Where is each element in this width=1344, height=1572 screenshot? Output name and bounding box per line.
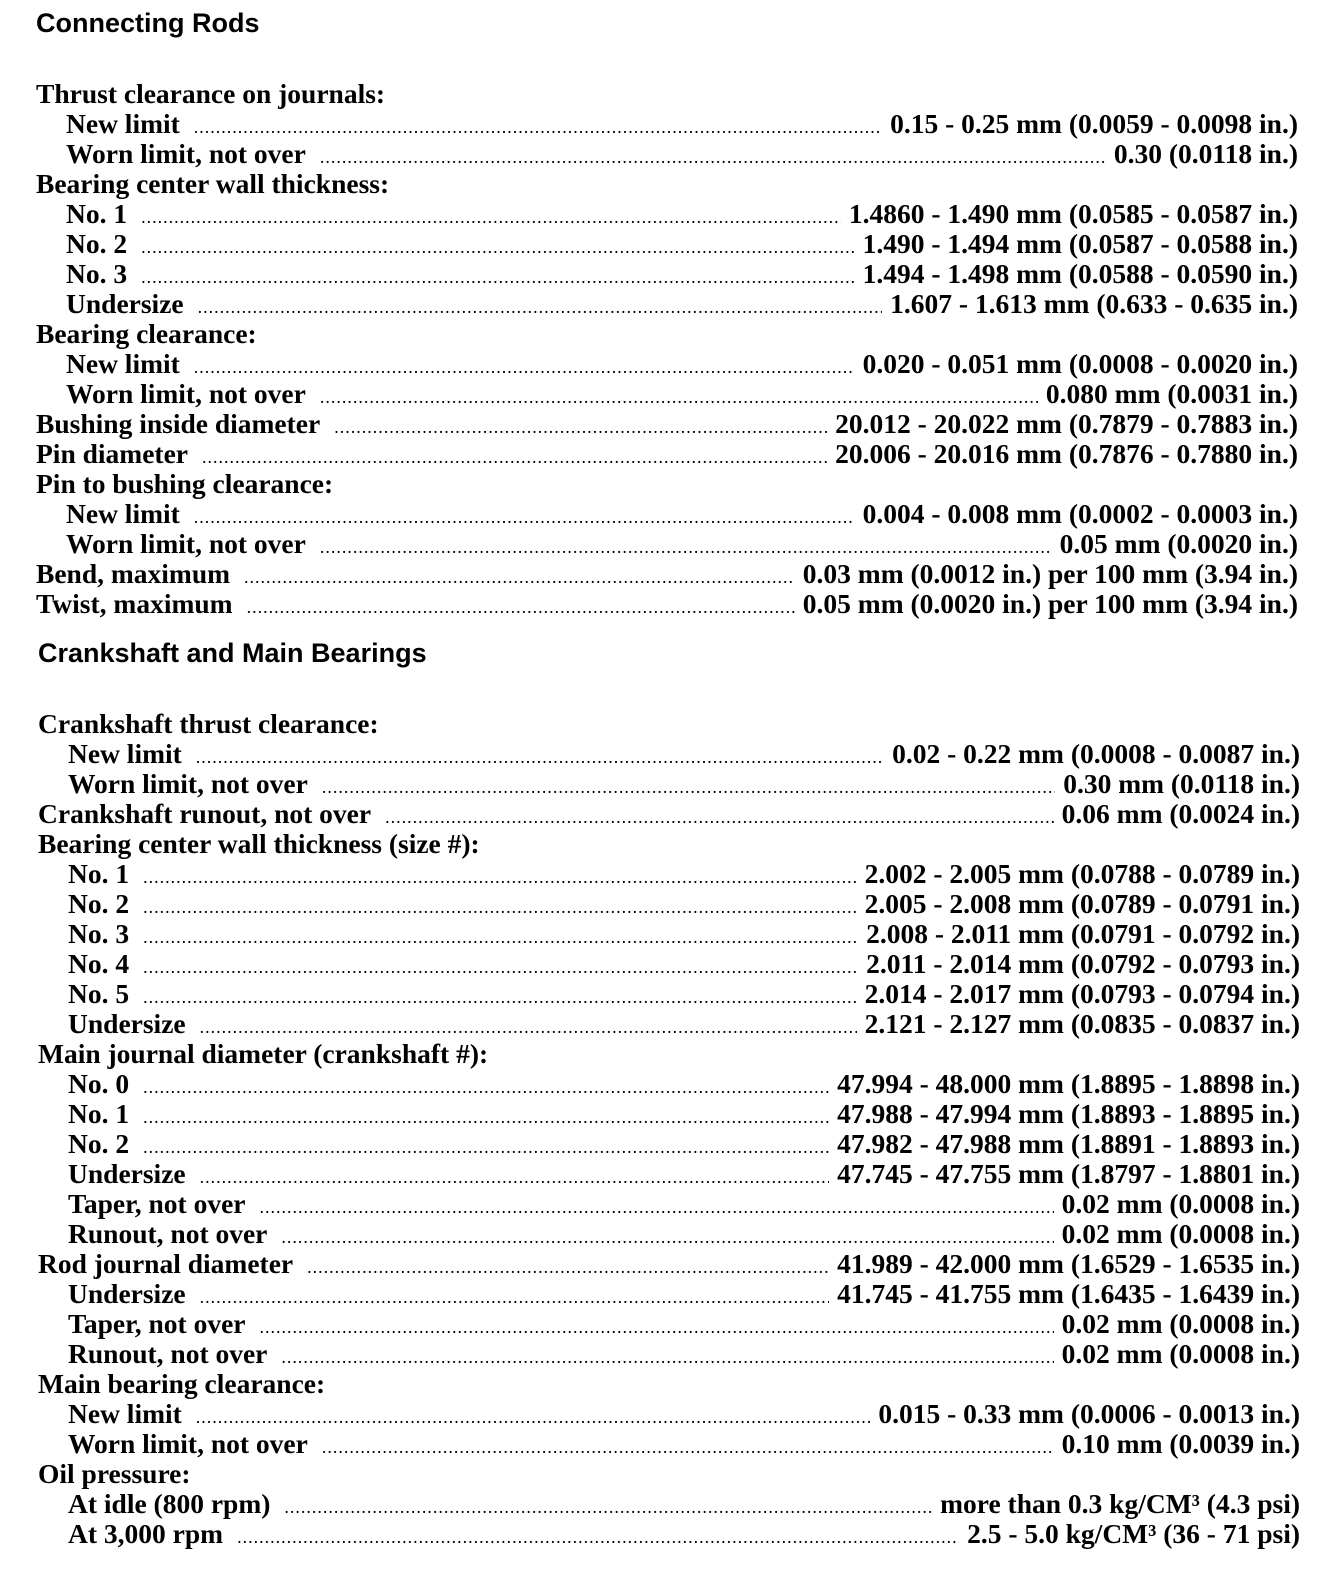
spec-row bbox=[38, 1219, 1300, 1249]
spec-row bbox=[38, 1519, 1300, 1549]
spec-row bbox=[38, 979, 1300, 1009]
spec-group-heading bbox=[38, 1369, 1300, 1399]
dot-leader bbox=[281, 1222, 1053, 1249]
spec-row bbox=[38, 1339, 1300, 1369]
spec-row bbox=[38, 769, 1300, 799]
spec-label: Worn limit, not over bbox=[68, 769, 308, 799]
spec-row bbox=[38, 1279, 1300, 1309]
spec-row bbox=[38, 739, 1300, 769]
spec-group-heading bbox=[38, 1039, 1300, 1069]
spec-value: 0.02 mm (0.0008 in.) bbox=[1061, 1339, 1300, 1369]
dot-leader bbox=[194, 112, 882, 139]
section-title: Connecting Rods bbox=[36, 8, 260, 38]
spec-group-heading bbox=[36, 169, 1298, 199]
dot-leader bbox=[307, 1252, 829, 1279]
dot-leader bbox=[194, 502, 855, 529]
spec-value: 0.03 mm (0.0012 in.) per 100 mm (3.94 in.) bbox=[802, 559, 1298, 589]
spec-row bbox=[36, 529, 1298, 559]
spec-row bbox=[36, 229, 1298, 259]
spec-label: No. 4 bbox=[68, 949, 130, 979]
spec-value: 0.015 - 0.33 mm (0.0006 - 0.0013 in.) bbox=[878, 1399, 1300, 1429]
dot-leader bbox=[385, 802, 1054, 829]
dot-leader bbox=[143, 1102, 829, 1129]
spec-row bbox=[38, 919, 1300, 949]
spec-row bbox=[36, 289, 1298, 319]
spec-label: Undersize bbox=[68, 1009, 186, 1039]
spec-group-heading bbox=[38, 1459, 1300, 1489]
dot-leader bbox=[284, 1492, 932, 1519]
spec-value: 2.014 - 2.017 mm (0.0793 - 0.0794 in.) bbox=[864, 979, 1300, 1009]
spec-row bbox=[38, 1009, 1300, 1039]
dot-leader bbox=[143, 982, 856, 1009]
dot-leader bbox=[143, 1072, 829, 1099]
spec-value: 1.490 - 1.494 mm (0.0587 - 0.0588 in.) bbox=[862, 229, 1298, 259]
dot-leader bbox=[141, 262, 854, 289]
spec-row bbox=[36, 559, 1298, 589]
dot-leader bbox=[196, 1402, 871, 1429]
dot-leader bbox=[143, 922, 858, 949]
dot-leader bbox=[334, 412, 827, 439]
spec-value: 0.02 mm (0.0008 in.) bbox=[1061, 1219, 1300, 1249]
spec-value: 0.02 - 0.22 mm (0.0008 - 0.0087 in.) bbox=[892, 739, 1300, 769]
spec-group-heading bbox=[38, 709, 1300, 739]
spec-row bbox=[38, 1189, 1300, 1219]
spec-row bbox=[36, 589, 1298, 619]
spec-label: Runout, not over bbox=[68, 1219, 268, 1249]
dot-leader bbox=[320, 532, 1052, 559]
section-connecting-rods bbox=[36, 8, 1298, 619]
spec-value: 0.05 mm (0.0020 in.) bbox=[1059, 529, 1298, 559]
dot-leader bbox=[322, 772, 1055, 799]
dot-leader bbox=[202, 442, 827, 469]
spec-value: 1.4860 - 1.490 mm (0.0585 - 0.0587 in.) bbox=[848, 199, 1298, 229]
spec-label: Crankshaft runout, not over bbox=[38, 799, 372, 829]
spec-row bbox=[38, 949, 1300, 979]
spec-value: 0.020 - 0.051 mm (0.0008 - 0.0020 in.) bbox=[862, 349, 1298, 379]
spec-label: At 3,000 rpm bbox=[68, 1519, 224, 1549]
spec-label: No. 3 bbox=[66, 259, 128, 289]
spec-label: Taper, not over bbox=[68, 1189, 246, 1219]
spec-label: Crankshaft thrust clearance: bbox=[38, 709, 379, 739]
spec-label: New limit bbox=[66, 349, 180, 379]
section-crankshaft-main-bearings bbox=[38, 638, 1300, 1549]
spec-row bbox=[36, 409, 1298, 439]
spec-row bbox=[36, 499, 1298, 529]
spec-value: 47.982 - 47.988 mm (1.8891 - 1.8893 in.) bbox=[837, 1129, 1300, 1159]
spec-label: Bend, maximum bbox=[36, 559, 231, 589]
spec-value: 0.05 mm (0.0020 in.) per 100 mm (3.94 in.) bbox=[802, 589, 1298, 619]
spec-row bbox=[38, 889, 1300, 919]
dot-leader bbox=[141, 202, 841, 229]
dot-leader bbox=[143, 892, 856, 919]
spec-value: 0.02 mm (0.0008 in.) bbox=[1061, 1189, 1300, 1219]
dot-leader bbox=[194, 352, 855, 379]
dot-leader bbox=[143, 952, 858, 979]
spec-label: No. 2 bbox=[68, 889, 130, 919]
spec-list bbox=[38, 709, 1300, 1549]
dot-leader bbox=[322, 1432, 1054, 1459]
spec-label: At idle (800 rpm) bbox=[68, 1489, 271, 1519]
dot-leader bbox=[244, 562, 795, 589]
spec-value: 20.006 - 20.016 mm (0.7876 - 0.7880 in.) bbox=[835, 439, 1298, 469]
spec-label: Oil pressure: bbox=[38, 1459, 191, 1489]
dot-leader bbox=[260, 1312, 1054, 1339]
spec-value: 0.30 (0.0118 in.) bbox=[1113, 139, 1298, 169]
dot-leader bbox=[260, 1192, 1054, 1219]
spec-label: Worn limit, not over bbox=[66, 529, 306, 559]
spec-label: No. 1 bbox=[66, 199, 128, 229]
spec-value: 2.002 - 2.005 mm (0.0788 - 0.0789 in.) bbox=[864, 859, 1300, 889]
spec-value: 2.011 - 2.014 mm (0.0792 - 0.0793 in.) bbox=[866, 949, 1300, 979]
spec-value: 0.02 mm (0.0008 in.) bbox=[1061, 1309, 1300, 1339]
spec-row bbox=[38, 1399, 1300, 1429]
section-title: Crankshaft and Main Bearings bbox=[38, 638, 427, 668]
spec-group-heading bbox=[36, 319, 1298, 349]
spec-value: 0.06 mm (0.0024 in.) bbox=[1061, 799, 1300, 829]
spec-label: Bearing center wall thickness: bbox=[36, 169, 390, 199]
spec-label: New limit bbox=[68, 1399, 182, 1429]
spec-value: 0.080 mm (0.0031 in.) bbox=[1045, 379, 1298, 409]
spec-label: Main bearing clearance: bbox=[38, 1369, 326, 1399]
spec-label: Main journal diameter (crankshaft #): bbox=[38, 1039, 489, 1069]
dot-leader bbox=[200, 1282, 829, 1309]
spec-value: 0.004 - 0.008 mm (0.0002 - 0.0003 in.) bbox=[862, 499, 1298, 529]
dot-leader bbox=[196, 742, 884, 769]
spec-value: 1.607 - 1.613 mm (0.633 - 0.635 in.) bbox=[890, 289, 1298, 319]
spec-label: No. 5 bbox=[68, 979, 130, 1009]
spec-label: Worn limit, not over bbox=[66, 139, 306, 169]
spec-value: 2.5 - 5.0 kg/CM³ (36 - 71 psi) bbox=[967, 1519, 1300, 1549]
spec-row bbox=[38, 1429, 1300, 1459]
spec-value: 2.005 - 2.008 mm (0.0789 - 0.0791 in.) bbox=[864, 889, 1300, 919]
spec-label: Pin to bushing clearance: bbox=[36, 469, 334, 499]
dot-leader bbox=[247, 592, 795, 619]
spec-value: 47.988 - 47.994 mm (1.8893 - 1.8895 in.) bbox=[837, 1099, 1300, 1129]
spec-list bbox=[36, 79, 1298, 619]
spec-label: No. 2 bbox=[66, 229, 128, 259]
spec-group-heading bbox=[36, 79, 1298, 109]
spec-row bbox=[38, 1309, 1300, 1339]
spec-value: 0.30 mm (0.0118 in.) bbox=[1063, 769, 1300, 799]
spec-row bbox=[36, 199, 1298, 229]
spec-row bbox=[36, 259, 1298, 289]
spec-row bbox=[38, 1159, 1300, 1189]
spec-value: 47.994 - 48.000 mm (1.8895 - 1.8898 in.) bbox=[837, 1069, 1300, 1099]
dot-leader bbox=[237, 1522, 959, 1549]
dot-leader bbox=[320, 142, 1106, 169]
spec-value: 1.494 - 1.498 mm (0.0588 - 0.0590 in.) bbox=[862, 259, 1298, 289]
spec-row bbox=[36, 109, 1298, 139]
dot-leader bbox=[143, 862, 856, 889]
spec-label: Thrust clearance on journals: bbox=[36, 79, 386, 109]
spec-label: No. 3 bbox=[68, 919, 130, 949]
spec-label: Bearing center wall thickness (size #): bbox=[38, 829, 480, 859]
spec-row bbox=[38, 799, 1300, 829]
spec-label: Rod journal diameter bbox=[38, 1249, 294, 1279]
spec-label: Undersize bbox=[66, 289, 184, 319]
dot-leader bbox=[141, 232, 854, 259]
spec-value: 41.989 - 42.000 mm (1.6529 - 1.6535 in.) bbox=[837, 1249, 1300, 1279]
spec-label: Undersize bbox=[68, 1279, 186, 1309]
spec-row bbox=[38, 1099, 1300, 1129]
spec-label: Twist, maximum bbox=[36, 589, 233, 619]
dot-leader bbox=[281, 1342, 1053, 1369]
spec-label: No. 1 bbox=[68, 1099, 130, 1129]
spec-label: Worn limit, not over bbox=[68, 1429, 308, 1459]
spec-label: No. 0 bbox=[68, 1069, 130, 1099]
spec-group-heading bbox=[38, 829, 1300, 859]
spec-label: Pin diameter bbox=[36, 439, 188, 469]
spec-row bbox=[36, 349, 1298, 379]
spec-label: Undersize bbox=[68, 1159, 186, 1189]
spec-group-heading bbox=[36, 469, 1298, 499]
spec-label: No. 2 bbox=[68, 1129, 130, 1159]
spec-label: Taper, not over bbox=[68, 1309, 246, 1339]
dot-leader bbox=[143, 1132, 829, 1159]
spec-value: 0.15 - 0.25 mm (0.0059 - 0.0098 in.) bbox=[890, 109, 1298, 139]
spec-label: No. 1 bbox=[68, 859, 130, 889]
spec-label: New limit bbox=[68, 739, 182, 769]
spec-value: 0.10 mm (0.0039 in.) bbox=[1061, 1429, 1300, 1459]
spec-label: New limit bbox=[66, 499, 180, 529]
spec-value: 41.745 - 41.755 mm (1.6435 - 1.6439 in.) bbox=[837, 1279, 1300, 1309]
spec-row bbox=[36, 439, 1298, 469]
spec-row bbox=[36, 139, 1298, 169]
spec-label: Bushing inside diameter bbox=[36, 409, 321, 439]
spec-value: 20.012 - 20.022 mm (0.7879 - 0.7883 in.) bbox=[835, 409, 1298, 439]
dot-leader bbox=[200, 1012, 857, 1039]
spec-label: Runout, not over bbox=[68, 1339, 268, 1369]
dot-leader bbox=[198, 292, 882, 319]
spec-value: 2.121 - 2.127 mm (0.0835 - 0.0837 in.) bbox=[864, 1009, 1300, 1039]
spec-label: Bearing clearance: bbox=[36, 319, 257, 349]
spec-row bbox=[38, 859, 1300, 889]
spec-value: more than 0.3 kg/CM³ (4.3 psi) bbox=[940, 1489, 1300, 1519]
spec-label: New limit bbox=[66, 109, 180, 139]
dot-leader bbox=[320, 382, 1038, 409]
spec-label: Worn limit, not over bbox=[66, 379, 306, 409]
spec-row bbox=[38, 1489, 1300, 1519]
spec-row bbox=[38, 1129, 1300, 1159]
dot-leader bbox=[200, 1162, 829, 1189]
spec-value: 47.745 - 47.755 mm (1.8797 - 1.8801 in.) bbox=[837, 1159, 1300, 1189]
spec-row bbox=[36, 379, 1298, 409]
spec-row bbox=[38, 1249, 1300, 1279]
spec-row bbox=[38, 1069, 1300, 1099]
spec-value: 2.008 - 2.011 mm (0.0791 - 0.0792 in.) bbox=[866, 919, 1300, 949]
